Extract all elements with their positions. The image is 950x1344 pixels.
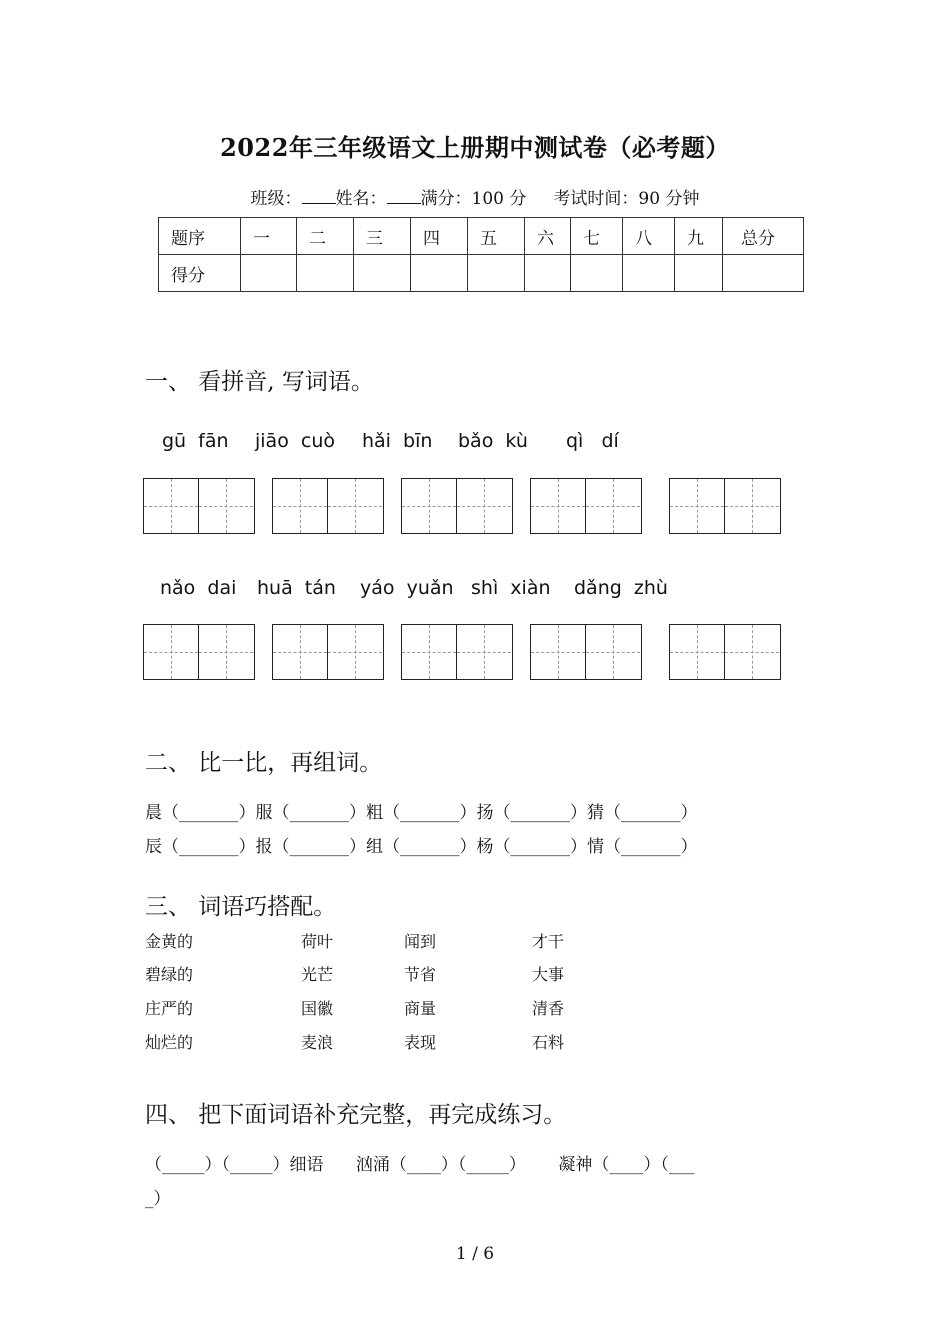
header-cell: 一 (241, 218, 297, 255)
score-cell[interactable] (623, 255, 675, 292)
pinyin-label: huā tán (257, 577, 336, 599)
class-label: 班级： (250, 189, 302, 209)
header-cell: 七 (571, 218, 623, 255)
section1-title: 一、 看拼音, 写词语。 (145, 369, 374, 395)
pinyin-label: gū fān (162, 430, 229, 452)
section2-title: 二、 比一比，再组词。 (145, 750, 383, 776)
score-cell[interactable] (297, 255, 354, 292)
compare-line[interactable]: 辰（_______）报（_______）组（_______）杨（_______）情（_______） (145, 837, 698, 857)
match-item[interactable]: 才干 (532, 932, 565, 951)
pinyin-label: shì xiàn (471, 577, 551, 599)
match-item[interactable]: 清香 (532, 999, 565, 1018)
header-cell: 题序 (159, 218, 241, 255)
header-cell: 八 (623, 218, 675, 255)
match-item[interactable]: 大事 (532, 965, 565, 984)
match-item[interactable]: 麦浪 (301, 1033, 334, 1052)
match-item[interactable]: 闻到 (404, 932, 437, 951)
header-cell: 四 (411, 218, 468, 255)
score-table-row (159, 255, 804, 292)
section4-title: 四、 把下面词语补充完整，再完成练习。 (145, 1102, 567, 1128)
header-cell: 九 (675, 218, 723, 255)
pinyin-label: nǎo dai (160, 577, 237, 599)
writing-grid[interactable] (143, 624, 255, 680)
full-score: 满分：100 分 (420, 189, 527, 209)
match-item[interactable]: 节省 (404, 965, 437, 984)
match-item[interactable]: 庄严的 (145, 999, 194, 1018)
match-item[interactable]: 表现 (404, 1033, 437, 1052)
score-cell[interactable] (525, 255, 571, 292)
header-cell: 五 (468, 218, 525, 255)
compare-line[interactable]: 晨（_______）服（_______）粗（_______）扬（_______）猜（_______） (145, 803, 698, 823)
score-cell[interactable] (241, 255, 297, 292)
header-cell: 三 (354, 218, 411, 255)
writing-grid[interactable] (401, 478, 513, 534)
name-blank[interactable] (387, 189, 421, 204)
pinyin-label: dǎng zhù (574, 577, 668, 599)
page-title: 2022年三年级语文上册期中测试卷（必考题） (220, 133, 730, 162)
writing-grid[interactable] (530, 478, 642, 534)
match-item[interactable]: 荷叶 (301, 932, 334, 951)
pinyin-label: bǎo kù (458, 430, 528, 452)
score-table (158, 217, 804, 292)
pinyin-label: qì dí (566, 430, 619, 452)
match-item[interactable]: 碧绿的 (145, 965, 194, 984)
header-cell: 六 (525, 218, 571, 255)
match-item[interactable]: 灿烂的 (145, 1033, 194, 1052)
pinyin-label: jiāo cuò (255, 430, 336, 452)
exam-info (0, 184, 950, 209)
writing-grid[interactable] (669, 624, 781, 680)
writing-grid[interactable] (143, 478, 255, 534)
score-cell[interactable] (468, 255, 525, 292)
section3-title: 三、 词语巧搭配。 (145, 894, 337, 920)
score-cell[interactable] (354, 255, 411, 292)
page-number: 1 / 6 (455, 1244, 495, 1264)
match-item[interactable]: 金黄的 (145, 932, 194, 951)
writing-grid[interactable] (669, 478, 781, 534)
exam-time: 考试时间：90 分钟 (553, 189, 700, 209)
row-label: 得分 (159, 255, 241, 292)
fill-line[interactable]: （_____）（_____）细语 汹涌（____）（_____） 凝神（____）（___ (145, 1155, 695, 1175)
writing-grid[interactable] (272, 624, 384, 680)
pinyin-label: yáo yuǎn (360, 577, 454, 599)
name-label: 姓名： (335, 189, 387, 209)
score-cell[interactable] (723, 255, 804, 292)
writing-grid[interactable] (401, 624, 513, 680)
class-blank[interactable] (302, 189, 336, 204)
score-cell[interactable] (675, 255, 723, 292)
score-table-header (159, 218, 804, 255)
writing-grid[interactable] (530, 624, 642, 680)
score-cell[interactable] (571, 255, 623, 292)
header-cell: 总分 (723, 218, 804, 255)
fill-line[interactable]: _） (145, 1189, 171, 1209)
match-item[interactable]: 国徽 (301, 999, 334, 1018)
match-item[interactable]: 光芒 (301, 965, 334, 984)
pinyin-label: hǎi bīn (362, 430, 433, 452)
header-cell: 二 (297, 218, 354, 255)
score-cell[interactable] (411, 255, 468, 292)
writing-grid[interactable] (272, 478, 384, 534)
match-item[interactable]: 商量 (404, 999, 437, 1018)
match-item[interactable]: 石料 (532, 1033, 565, 1052)
